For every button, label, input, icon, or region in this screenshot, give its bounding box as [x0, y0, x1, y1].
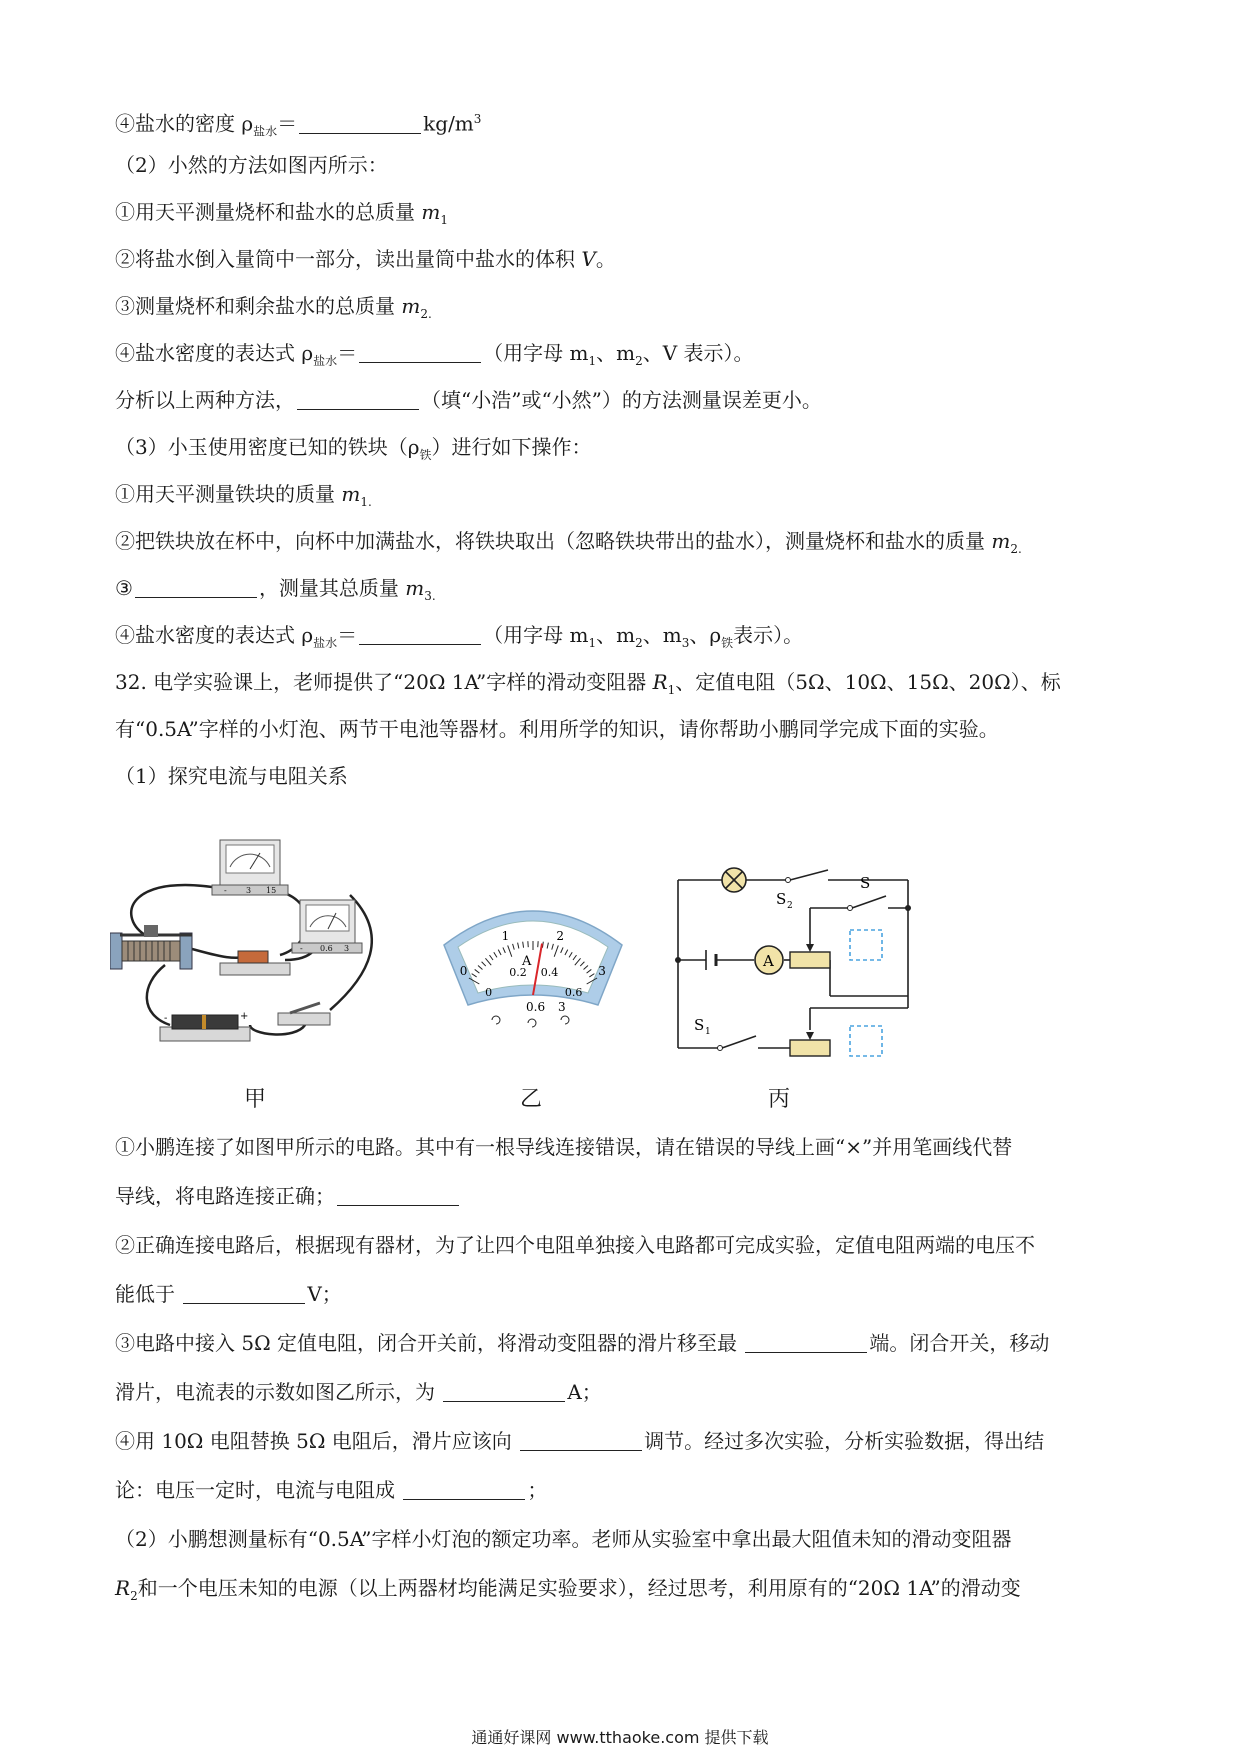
answer-blank[interactable]	[183, 1281, 305, 1304]
line-10: ②把铁块放在杯中，向杯中加满盐水，将铁块取出（忽略铁块带出的盐水），测量烧杯和盐水的质量 $m_{2.}$	[115, 529, 1022, 556]
ammeter-symbol: A	[522, 954, 532, 969]
line-12: ④盐水密度的表达式 $\rho_{盐水}=$ （用字母 $m_1$、$m_2$、$m_3$、$\rho_铁$表示）。	[115, 623, 804, 650]
dial-upper-label: 2	[556, 928, 565, 943]
rheostat-upper	[790, 940, 830, 968]
line-14: 有“0.5A”字样的小灯泡、两节干电池等器材。利用所学的知识，请你帮助小鹏同学完成下面的实验。	[115, 717, 999, 741]
voltmeter-terminal-label: 15	[266, 886, 277, 895]
terminal-label: 3	[558, 1000, 566, 1014]
rheostat-lower	[790, 1032, 830, 1056]
switch-s2	[776, 870, 828, 911]
switch-s1	[694, 1016, 756, 1051]
ammeter-symbol-circle	[755, 946, 783, 974]
answer-blank[interactable]	[359, 622, 481, 645]
answer-blank[interactable]	[359, 340, 481, 363]
figure-caption-yi: 乙	[520, 1087, 543, 1112]
line-6: ④盐水密度的表达式 $\rho_{盐水}=$ （用字母 $m_1$、$m_2$、V 表示）。	[115, 341, 754, 368]
battery-sign: -	[164, 1013, 168, 1024]
ammeter	[292, 900, 362, 953]
line-8: （3）小玉使用密度已知的铁块$(\rho_铁)$进行如下操作：	[115, 435, 592, 462]
line-9: ①用天平测量铁块的质量 $m_{1.}$	[115, 482, 372, 509]
switch-label-sub: 2	[787, 901, 793, 911]
dashed-box	[850, 1026, 882, 1056]
battery-sign: +	[240, 1011, 249, 1022]
dial-upper-label: 1	[501, 928, 510, 943]
answer-blank[interactable]	[520, 1428, 642, 1451]
voltmeter-terminal-label: -	[224, 886, 227, 895]
line-3: ①用天平测量烧杯和盐水的总质量 $m_1$	[115, 200, 448, 227]
terminal-label: 0.6	[526, 1000, 546, 1014]
line-7: 分析以上两种方法， （填“小浩”或“小然”）的方法测量误差更小。	[115, 388, 822, 412]
line-16: ①小鹏连接了如图甲所示的电路。其中有一根导线连接错误，请在错误的导线上画“×”并用笔画线代替	[115, 1135, 1013, 1159]
voltmeter	[212, 840, 288, 895]
line-1: ④盐水的密度 $\rho_{盐水}= kg/m^3$	[115, 111, 482, 139]
switch-label-sub: 1	[705, 1027, 711, 1037]
meter-terminals	[492, 1000, 569, 1027]
answer-blank[interactable]	[299, 111, 421, 134]
page-footer: 通通好课网 www.tthaoke.com 提供下载	[471, 1728, 769, 1747]
dial-lower-label: 0.4	[540, 965, 559, 979]
lamp-symbol	[722, 868, 746, 892]
dial-lower-label: 0.6	[564, 986, 583, 999]
line-22: ④用 10Ω 电阻替换 5Ω 电阻后，滑片应该向 调节。经过多次实验，分析实验数据，得出结	[115, 1429, 1045, 1453]
line-25: $R_2$和一个电压未知的电源（以上两器材均能满足实验要求），经过思考，利用原有的“20Ω 1A”的滑动变	[115, 1576, 1021, 1603]
line-15: （1）探究电流与电阻关系	[115, 764, 348, 788]
ammeter-terminal-label: 3	[344, 944, 350, 953]
answer-blank[interactable]	[297, 387, 419, 410]
line-17: 导线，将电路连接正确；	[115, 1181, 1135, 1211]
answer-blank[interactable]	[403, 1477, 525, 1500]
switch-label: S	[776, 890, 787, 908]
figure-caption-jia: 甲	[244, 1087, 267, 1112]
ammeter-terminal-label: 0.6	[320, 944, 333, 953]
figure-bing-circuit-diagram	[660, 858, 920, 1058]
figure-caption-bing: 丙	[768, 1087, 791, 1112]
line-13: 32. 电学实验课上，老师提供了“20Ω 1A”字样的滑动变阻器 $R_1$、定值电阻（5Ω、10Ω、15Ω、20Ω）、标	[115, 670, 1061, 697]
line-20: ③电路中接入 5Ω 定值电阻，闭合开关前，将滑动变阻器的滑片移至最 端。闭合开关，移动	[115, 1331, 1050, 1355]
dial-upper-label: 3	[598, 964, 606, 978]
dial-upper-label: 0	[459, 964, 468, 978]
knife-switch	[278, 1003, 330, 1025]
switch-label: S	[860, 874, 871, 892]
sliding-rheostat	[110, 925, 192, 969]
dial-lower-label: 0	[485, 986, 493, 999]
dial-lower-label: 0.2	[509, 965, 527, 979]
line-21: 滑片，电流表的示数如图乙所示，为 A；	[115, 1380, 602, 1404]
ammeter-terminal-label: -	[300, 944, 303, 953]
line-18: ②正确连接电路后，根据现有器材，为了让四个电阻单独接入电路都可完成实验，定值电阻两端的电压不	[115, 1233, 1035, 1257]
answer-blank[interactable]	[745, 1330, 867, 1353]
answer-blank[interactable]	[443, 1379, 565, 1402]
ammeter-label: A	[763, 952, 774, 970]
wire	[250, 1025, 305, 1034]
line-4: ②将盐水倒入量筒中一部分，读出量筒中盐水的体积 V。	[115, 247, 616, 271]
line-11: ③ ，测量其总质量 $m_{3.}$	[115, 576, 436, 603]
line-24: （2）小鹏想测量标有“0.5A”字样小灯泡的额定功率。老师从实验室中拿出最大阻值未知的滑动变阻器	[115, 1527, 1012, 1551]
answer-blank[interactable]	[337, 1183, 459, 1206]
dashed-box	[850, 930, 882, 960]
figure-jia-circuit	[110, 835, 400, 1060]
fixed-resistor	[220, 951, 290, 975]
switch-label: S	[694, 1016, 705, 1034]
line-2: （2）小然的方法如图丙所示：	[115, 153, 388, 177]
battery-holder	[160, 1011, 250, 1041]
voltmeter-terminal-label: 3	[246, 886, 252, 895]
line-19: 能低于 V；	[115, 1282, 342, 1306]
line-5: ③测量烧杯和剩余盐水的总质量 $m_{2.}$	[115, 294, 432, 321]
line-23: 论：电压一定时，电流与电阻成 ；	[115, 1478, 548, 1502]
answer-blank[interactable]	[135, 575, 257, 598]
figure-yi-ammeter-dial	[438, 885, 628, 1040]
